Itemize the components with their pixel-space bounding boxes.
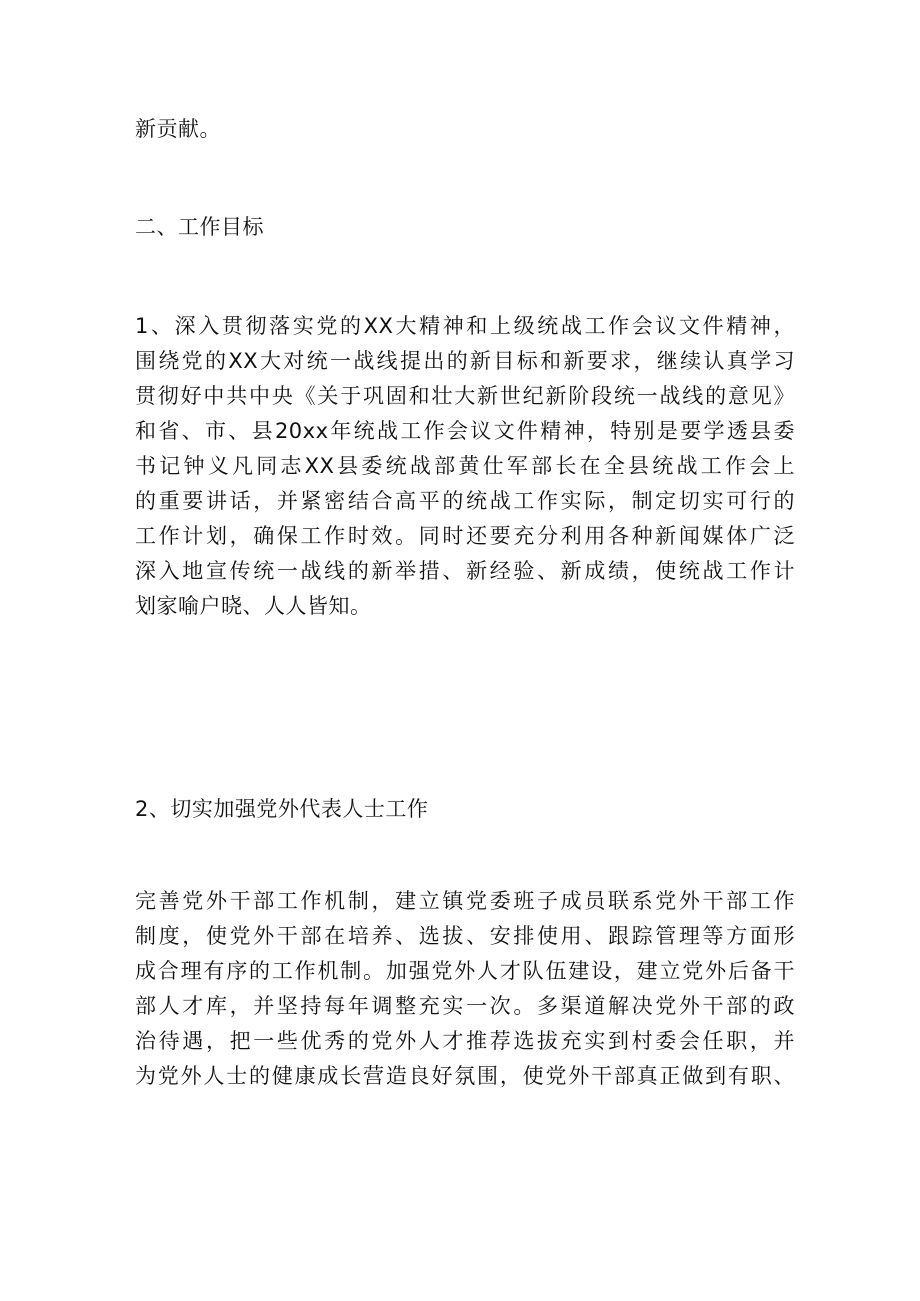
paragraph-line: 部人才库，并坚持每年调整充实一次。多渠道解决党外干部的政 (135, 994, 795, 1018)
paragraph-line: 工作计划，确保工作时效。同时还要充分利用各种新闻媒体广泛 (135, 524, 795, 548)
heading-text: 二、工作目标 (135, 215, 264, 239)
paragraph-line: 的重要讲话，并紧密结合高平的统战工作实际，制定切实可行的 (135, 489, 795, 513)
paragraph-line: 贯彻好中共中央《关于巩固和壮大新世纪新阶段统一战线的意见》 (135, 384, 795, 408)
item2-paragraph (135, 884, 795, 1094)
paragraph-line: 深入地宣传统一战线的新举措、新经验、新成绩，使统战工作计 (135, 559, 795, 583)
paragraph-line: 制度，使党外干部在培养、选拔、安排使用、跟踪管理等方面形 (135, 924, 795, 948)
paragraph-line: 为党外人士的健康成长营造良好氛围，使党外干部真正做到有职、 (135, 1064, 795, 1088)
paragraph-line: 完善党外干部工作机制，建立镇党委班子成员联系党外干部工作 (135, 889, 795, 913)
item1-paragraph (135, 309, 795, 624)
paragraph-line: 治待遇，把一些优秀的党外人才推荐选拔充实到村委会任职，并 (135, 1029, 795, 1053)
paragraph-line: 新贡献。 (135, 117, 221, 141)
intro-tail-paragraph (135, 112, 795, 147)
paragraph-line: 划家喻户晓、人人皆知。 (135, 594, 372, 618)
heading-text: 2、切实加强党外代表人士工作 (135, 797, 429, 821)
paragraph-line: 和省、市、县20xx年统战工作会议文件精神，特别是要学透县委 (135, 419, 795, 443)
paragraph-line: 围绕党的XX大对统一战线提出的新目标和新要求，继续认真学习 (135, 349, 795, 373)
paragraph-line: 1、深入贯彻落实党的XX大精神和上级统战工作会议文件精神， (135, 314, 795, 338)
item2-heading (135, 792, 795, 827)
paragraph-line: 书记钟义凡同志XX县委统战部黄仕军部长在全县统战工作会上 (135, 454, 795, 478)
section-heading (135, 210, 795, 245)
paragraph-line: 成合理有序的工作机制。加强党外人才队伍建设，建立党外后备干 (135, 959, 795, 983)
